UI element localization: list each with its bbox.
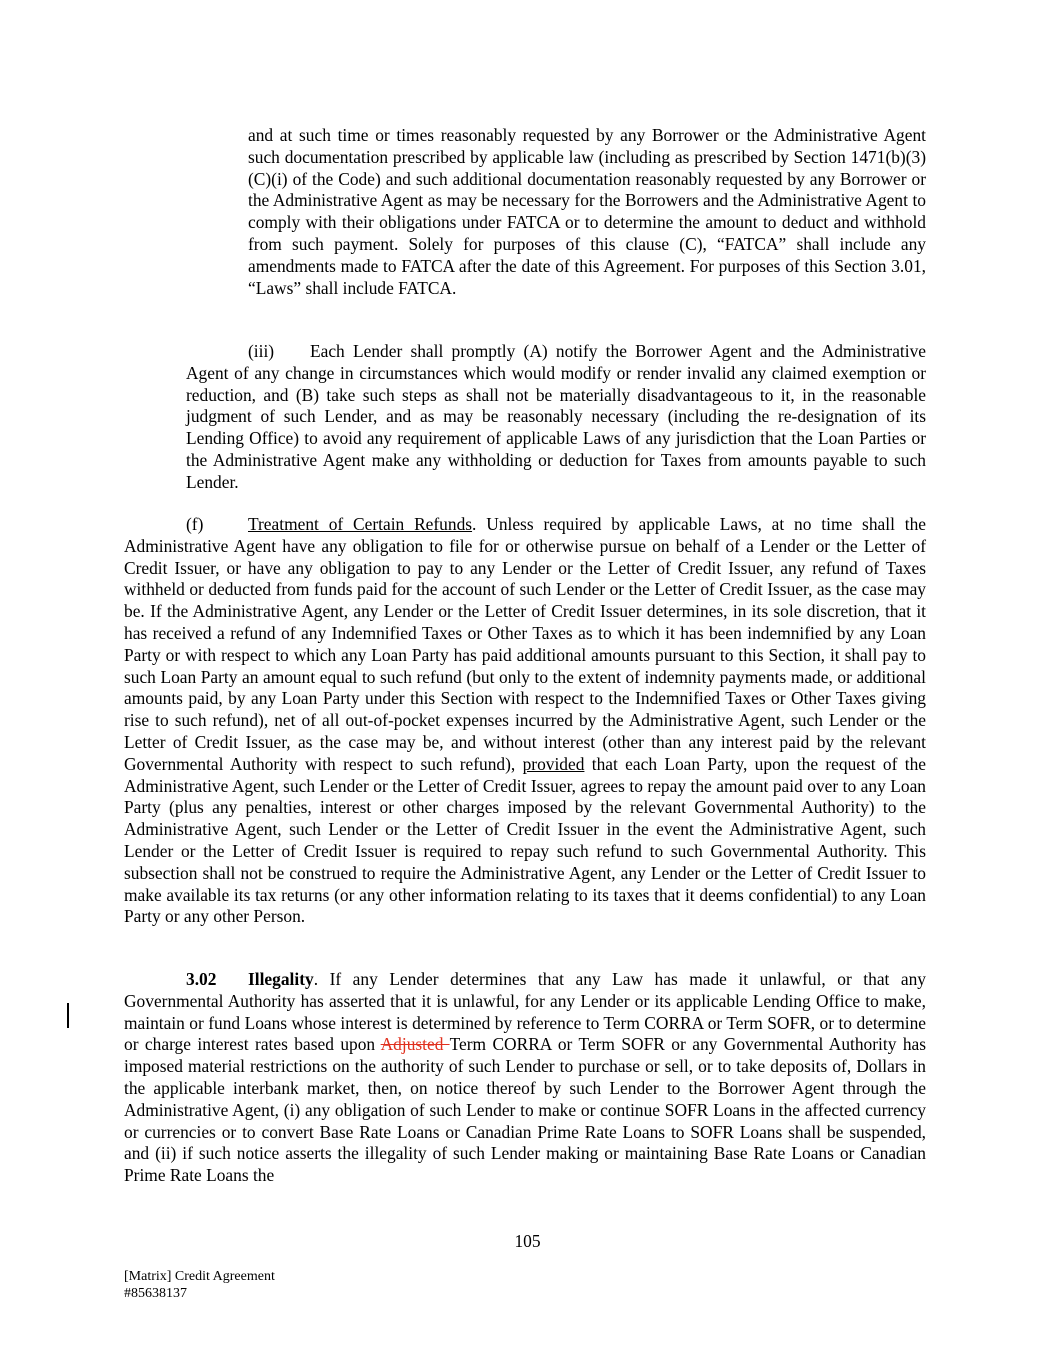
footer-document-title: [Matrix] Credit Agreement: [124, 1269, 275, 1284]
clause-number: (iii): [248, 341, 275, 361]
section-heading: Illegality: [248, 969, 314, 989]
page-number: 105: [514, 1231, 541, 1251]
section-heading-suffix: .: [313, 969, 319, 989]
paragraph-text: Unless required by applicable Laws, at no time shall the Administrative Agent have any obligation to file for or otherwise pursue on behalf of a Lender or the Letter of Credit Issuer, or have any obligation to pay to any Lender or the Letter of Credit Issuer, any refund of Taxes withheld or deducted from funds paid for the account of such Lender or the Letter of Credit Issuer, as the case may be. If the Administrative Agent, any Lender or the Letter of Credit Issuer determines, in its sole discretion, that it has received a refund of any Indemnified Taxes or Other Taxes as to which it has been indemnified by any Loan Party or with respect to which any Loan Party has paid additional amounts pursuant to this Section, it shall pay to such Loan Party an amount equal to such refund (but only to the extent of indemnity payments made, or additional amounts paid, by any Loan Party under this Section with respect to the Indemnified Taxes or Other Taxes giving rise to such refund), net of all out-of-pocket expenses incurred by the Administrative Agent, such Lender or the Letter of Credit Issuer, as the case may be, and without interest (other than any interest paid by the relevant Governmental Authority with respect to such refund),: [124, 514, 927, 774]
paragraph-text: and at such time or times reasonably requested by any Borrower or the Administrative Agent such documentation prescribed by applicable law (including as prescribed by Section 1471(b)(3)(C)(i) of the Code) and such additional documentation reasonably requested by any Borrower or the Administrative Agent as may be necessary for the Borrowers and the Administrative Agent to comply with their obligations under FATCA or to determine the amount to deduct and withhold from such payment. Solely for purposes of this clause (C), “FATCA” shall include any amendments made to FATCA after the date of this Agreement. For purposes of this Section 3.01, “Laws” shall include FATCA.: [248, 125, 926, 298]
footer-document-id: #85638137: [124, 1286, 187, 1301]
provided-term: provided: [522, 753, 585, 774]
section-number: 3.02: [186, 969, 217, 989]
paragraph-text: Term CORRA or Term SOFR or any Governmental Authority has imposed material restrictions on the authority of such Lender to purchase or sell, or to take deposits of, Dollars in the applicable interbank market, then, on notice thereof by such Lender to the Borrower Agent through the Administrative Agent, (i) any obligation of such Lender to make or continue SOFR Loans in the affected currency or currencies or to convert Base Rate Loans or Canadian Prime Rate Loans to SOFR Loans shall be suspended, and (ii) if such notice asserts the illegality of such Lender making or maintaining Base Rate Loans or Canadian Prime Rate Loans the: [124, 1034, 927, 1186]
paragraph-clause-iii: [186, 341, 926, 494]
clause-number: (f): [186, 514, 204, 534]
clause-heading: Treatment of Certain Refunds: [248, 514, 473, 534]
paragraph-text: Each Lender shall promptly (A) notify the Borrower Agent and the Administrative Agent of any change in circumstances which would modify or render invalid any claimed exemption or reduction, and (B) take such steps as shall not be materially disadvantageous to it, in the reasonable judgment of such Lender, and as may be reasonably necessary (including the re-designation of its Lending Office) to avoid any requirement of applicable Laws of any jurisdiction that the Loan Parties or the Administrative Agent make any withholding or deduction for Taxes from amounts payable to such Lender.: [186, 341, 926, 492]
paragraph-text: that each Loan Party, upon the request of the Administrative Agent, such Lender or the Letter of Credit Issuer, agrees to repay the amount paid over to any Loan Party (plus any penalties, interest or other charges imposed by the relevant Governmental Authority) to the Administrative Agent, such Lender or the Letter of Credit Issuer in the event the Administrative Agent, such Lender or the Letter of Credit Issuer is required to repay such refund to such Governmental Authority. This subsection shall not be construed to require the Administrative Agent, any Lender or the Letter of Credit Issuer to make available its tax returns (or any other information relating to its taxes that it deems confidential) to any Loan Party or any other Person.: [124, 753, 927, 927]
deleted-text: Adjusted: [380, 1034, 450, 1055]
paragraph-clause-f: [124, 514, 926, 928]
clause-heading-suffix: .: [472, 514, 477, 534]
footer: [124, 1268, 275, 1302]
paragraph-text: If any Lender determines that any Law has made it unlawful, or that any Governmental Authority has asserted that it is unlawful, for any Lender or its applicable Lending Office to make, maintain or fund Loans whose interest is determined by reference to Term CORRA or Term SOFR, or to determine or charge interest rates based upon: [124, 969, 926, 1055]
paragraph-continuation: [248, 125, 926, 299]
change-bar: [67, 1003, 69, 1028]
section-3-02: [124, 969, 926, 1187]
